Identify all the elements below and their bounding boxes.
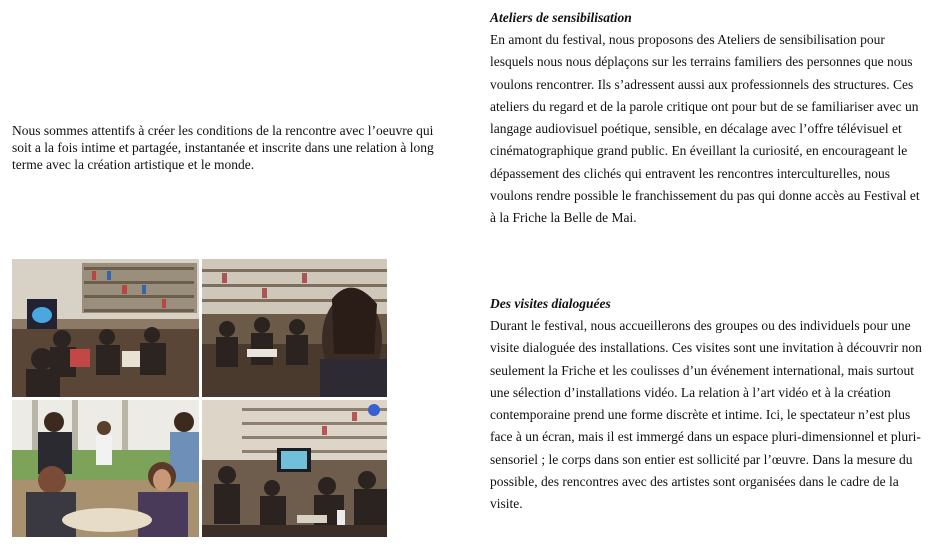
photo-collage [12, 259, 387, 537]
section-title-ateliers: Ateliers de sensibilisation [490, 10, 632, 25]
section-ateliers [490, 7, 922, 230]
section-body-ateliers: En amont du festival, nous proposons des Ateliers de sensibilisation pour lesquels nous nous déplaçons sur les terrains familiers des personnes que nous voulons rencontrer. Ils s’adressent aussi aux professionnels des structures. Ces ateliers du regard et de la parole critique ont pour but de se familiariser avec un langage audiovisuel poétique, sensible, en décalage avec l’offre télévisuel et cinématographique grand public. En éveillant la curiosité, en encourageant le dépassement des clichés qui entravent les rencontres interculturelles, nous voulons rendre possible le franchissement du pas qui donne accès au Festival et à la Friche la Belle de Mai. [490, 32, 920, 226]
photo-outdoor-meeting [12, 400, 199, 537]
intro-paragraph: Nous sommes attentifs à créer les conditions de la rencontre avec l’oeuvre qui soit a la fois intime et partagée, instantanée et inscrite dans une relation à long terme avec la création artistique et le monde. [12, 123, 434, 172]
photo-video-installation [202, 400, 387, 537]
section-visites [490, 293, 922, 516]
section-body-visites: Durant le festival, nous accueillerons des groupes ou des individuels pour une visite dialoguée des installations. Ces visites sont une invitation à découvrir non seulement la Friche et les coulisses d’un événement international, mais surtout une sélection d’installations vidéo. La relation à l’art vidéo et à la création contemporaine prend une forme discrète et intime. Ici, le spectateur n’est plus face à un écran, mais il est immergé dans un espace pluri-dimensionnel et pluri-sensoriel ; le corps dans son entier est sollicité par l’œuvre. Dans la mesure du possible, des rencontres avec des artistes sont organisées dans le cadre de la visite. [490, 318, 922, 512]
photo-circle-discussion [202, 259, 387, 397]
section-title-visites: Des visites dialoguées [490, 296, 611, 311]
photo-workshop-room [12, 259, 199, 397]
